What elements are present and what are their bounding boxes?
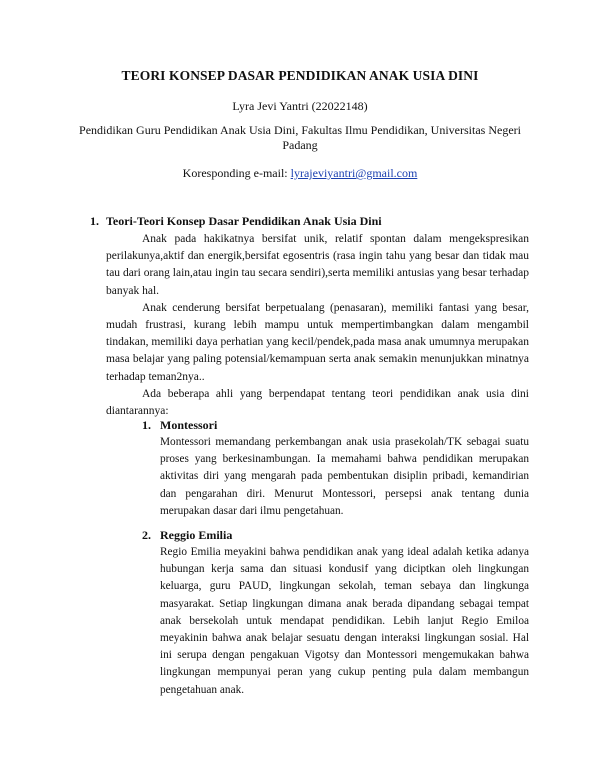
paragraph: Ada beberapa ahli yang berpendapat tentang teori pendidikan anak usia dini diantarannya: [106,387,529,418]
subsection-title: Montessori [160,418,218,432]
subsection-text: Regio Emilia meyakini bahwa pendidikan anak yang ideal adalah ketika adanya hubungan kerja sama dan situasi kondusif yang diciptkan oleh lingkungan keluarga, guru PAUD, lingkungan sekolah, teman sebaya dan lingkunga masyarakat. Setiap lingkungan dimana anak berada dipandang sebagai tempat anak bersekolah untuk mendapat pendidikan. Lebih lanjut Regio Emiloa meyakinin bahwa anak belajar sesuatu dengan interaksi lingkungan sosial. Hal ini serupa dengan pengakuan Vigotsy dan Montessori mengemukakan bahwa lingkungan mempunyai peran yang cukup penting pula dalam membangun pengetahuan anak. [160,546,529,696]
section-body [106,231,529,420]
subsection-body [160,434,529,520]
section-number: 1. [90,214,99,228]
subsection-number: 2. [142,528,151,542]
email-label: Koresponding e-mail: [182,166,288,180]
paper-title: TEORI KONSEP DASAR PENDIDIKAN ANAK USIA DINI [121,68,479,83]
subsection-body [160,544,529,699]
paragraph: Anak pada hakikatnya bersifat unik, relatif spontan dalam mengekspresikan perilakunya,aktif dan energik,bersifat egosentris (rasa ingin tahu yang besar dan tidak mau tau dari orang lain,atau ingin tau secara sendiri),serta memiliki antusias yang besar terhadap banyak hal. [106,233,529,297]
email-link[interactable]: lyrajeviyantri@gmail.com [290,166,418,180]
subsection-number: 1. [142,418,151,432]
author-line: Lyra Jevi Yantri (22022148) [232,99,368,113]
affiliation: Pendidikan Guru Pendidikan Anak Usia Dini, Fakultas Ilmu Pendidikan, Universitas Negeri Padang [79,123,521,152]
email-line [0,166,600,181]
section-title: Teori-Teori Konsep Dasar Pendidikan Anak Usia Dini [106,214,382,228]
subsection-text: Montessori memandang perkembangan anak usia prasekolah/TK sebagai suatu proses yang berkesinambungan. Ia memahami bahwa pendidikan merupakan aktivitas diri yang mengarah pada pembentukan disiplin pribadi, kemandirian dan pengarahan diri. Menurut Montessori, persepsi anak tentang dunia merupakan dasar dari ilmu pengetahuan. [160,436,529,517]
subsection-title: Reggio Emilia [160,528,233,542]
paragraph: Anak cenderung bersifat berpetualang (penasaran), memiliki fantasi yang besar, mudah frustrasi, kurang lebih mampu untuk mempertimbangkan dalam mengambil tindakan, memiliki daya perhatian yang kecil/pendek,pada masa anak umumnya merupakan masa belajar yang paling potensial/kemampuan serta anak semakin menunjukkan minatnya terhadap teman2nya.. [106,301,529,383]
